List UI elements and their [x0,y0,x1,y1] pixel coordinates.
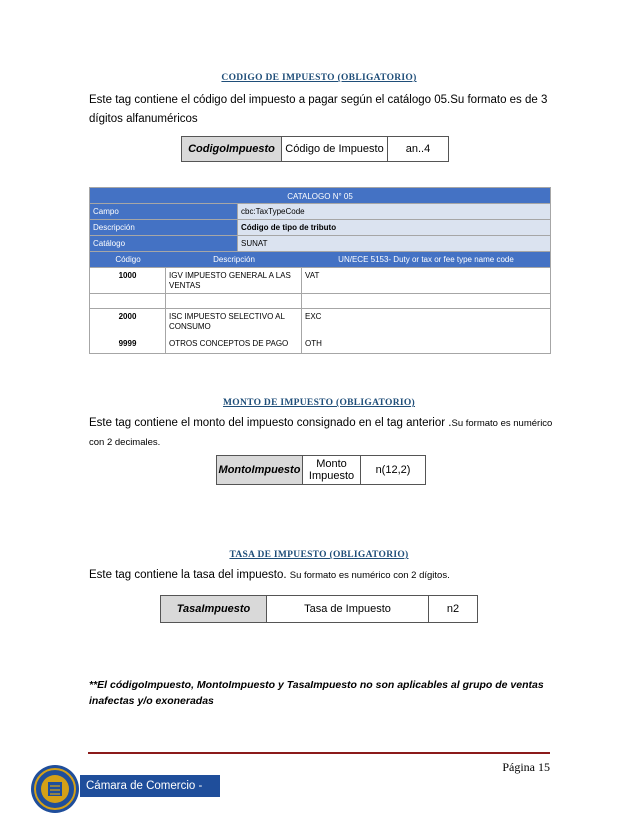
row-code: 9999 [90,336,166,353]
catalog-value: Código de tipo de tributo [238,220,550,235]
spec-description: Tasa de Impuesto [267,596,429,622]
catalog-meta-row [89,236,551,252]
catalog-key: Campo [90,204,238,219]
catalog-key: Descripción [90,220,238,235]
catalog-header-un: UN/ECE 5153- Duty or tax or fee type name code [338,255,514,264]
spec-box-monto [216,455,426,485]
catalog-header-row [89,252,551,268]
spec-format: n2 [446,603,460,615]
row-un: VAT [305,271,320,280]
catalog-title: CATALOGO N° 05 [89,187,551,204]
spec-box-codigo [181,136,449,162]
spec-tag-label: CodigoImpuesto [182,137,282,161]
catalog-header-code: Código [115,255,141,264]
spec-box-tasa [160,595,478,623]
table-row [89,309,551,336]
chamber-seal-icon [30,764,80,814]
row-un [302,294,550,308]
catalog-header-desc: Descripción [213,255,255,264]
footer-divider [88,752,550,754]
section-text-monto [89,414,559,452]
row-code: 2000 [90,309,166,336]
section-text-tasa [89,566,559,585]
spec-description: Código de Impuesto [282,137,388,161]
row-un: EXC [305,312,322,321]
spec-tag-label: TasaImpuesto [161,596,267,622]
row-desc: ISC IMPUESTO SELECTIVO AL CONSUMO [166,309,302,336]
section-text-main: Este tag contiene el monto del impuesto consignado en el tag anterior . [89,417,452,429]
spec-description: Monto Impuesto [303,456,361,484]
catalog-meta-row [89,204,551,220]
catalog-meta-row [89,220,551,236]
catalog-key: Catálogo [90,236,238,251]
section-text-codigo: Este tag contiene el código del impuesto a pagar según el catálogo 05.Su formato es de 3 dígitos alfanuméricos [89,94,548,125]
section-heading-monto: MONTO DE IMPUESTO (OBLIGATORIO) [222,398,416,408]
section-heading-tasa: TASA DE IMPUESTO (OBLIGATORIO) [229,550,409,560]
catalog-value: SUNAT [238,236,550,251]
catalog-table [89,187,551,354]
section-text-small: Su formato es numérico con 2 decimales. [89,418,553,448]
row-desc [166,294,302,308]
row-un: OTH [305,339,322,348]
row-desc: IGV IMPUESTO GENERAL A LAS VENTAS [166,268,302,293]
section-text-small: Su formato es numérico con 2 dígitos. [289,570,450,581]
row-code: 1000 [90,268,166,293]
table-row [89,336,551,354]
spec-format: an..4 [405,143,431,155]
page-number: Página 15 [502,760,550,774]
footnote: **El códigoImpuesto, MontoImpuesto y TasaImpuesto no son aplicables al grupo de ventas inafectas y/o exoneradas [89,679,544,707]
catalog-value: cbc:TaxTypeCode [238,204,550,219]
section-heading-codigo: CODIGO DE IMPUESTO (OBLIGATORIO) [221,73,417,83]
organization-banner: Cámara de Comercio - Lima [80,775,220,797]
table-row [89,268,551,294]
row-desc: OTROS CONCEPTOS DE PAGO [166,336,302,353]
spec-tag-label: MontoImpuesto [217,456,303,484]
spec-format: n(12,2) [375,464,411,476]
row-code [90,294,166,308]
table-row [89,294,551,309]
section-text-main: Este tag contiene la tasa del impuesto. [89,569,290,581]
